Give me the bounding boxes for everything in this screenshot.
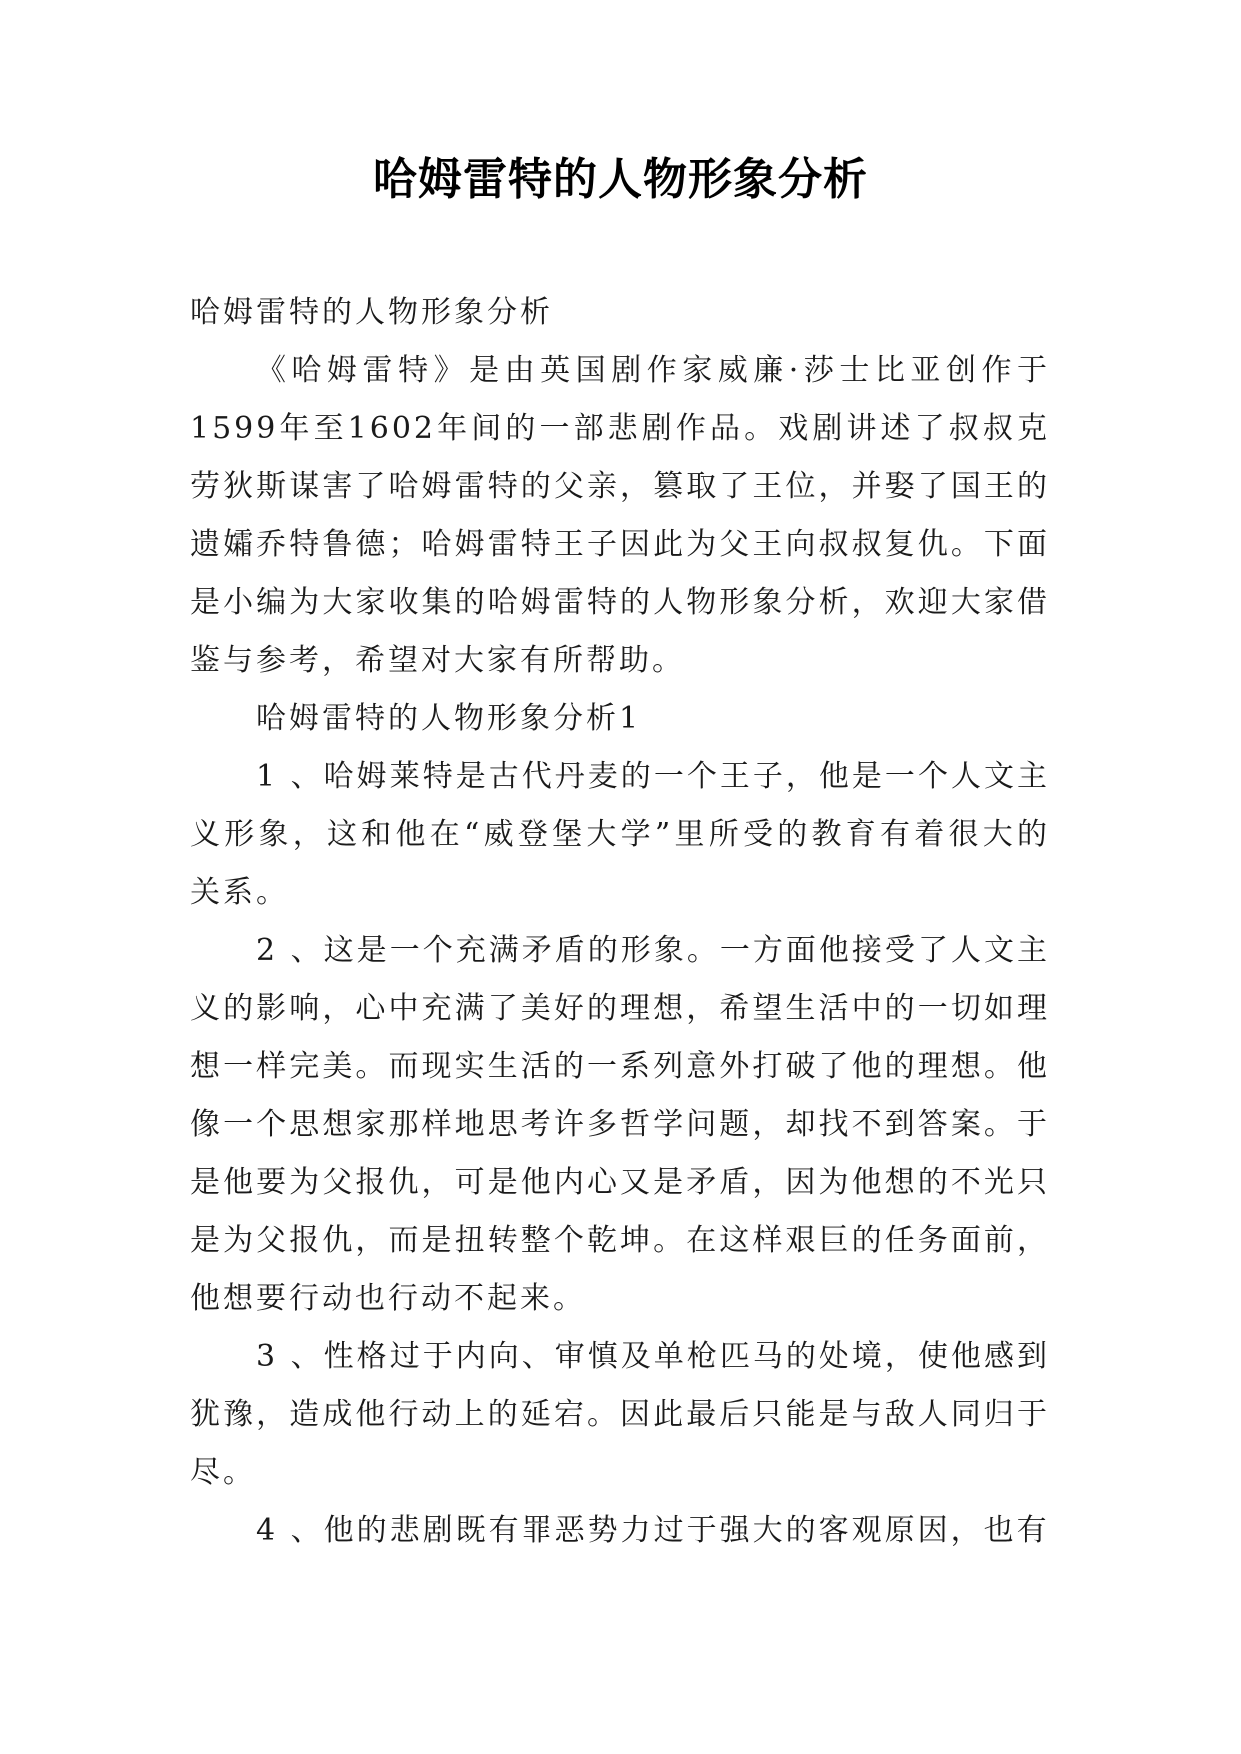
point-paragraph-4: 4 、他的悲剧既有罪恶势力过于强大的客观原因，也有 [256, 1513, 1050, 1548]
point-paragraph-1: 1 、哈姆莱特是古代丹麦的一个王子，他是一个人文主义形象，这和他在“威登堡大学”里所受的教育有着很大的关系。 [190, 759, 1050, 910]
intro-paragraph: 《哈姆雷特》是由英国剧作家威廉·莎士比亚创作于1599年至1602年间的一部悲剧作品。戏剧讲述了叔叔克劳狄斯谋害了哈姆雷特的父亲，篡取了王位，并娶了国王的遗孀乔特鲁德；哈姆雷特王子因此为父王向叔叔复仇。下面是小编为大家收集的哈姆雷特的人物形象分析，欢迎大家借鉴与参考，希望对大家有所帮助。 [190, 353, 1050, 678]
section-heading: 哈姆雷特的人物形象分析1 [256, 701, 642, 736]
document-body [190, 284, 1050, 1560]
document-title: 哈姆雷特的人物形象分析 [373, 154, 868, 205]
subtitle-paragraph: 哈姆雷特的人物形象分析 [190, 295, 553, 330]
point-paragraph-3: 3 、性格过于内向、审慎及单枪匹马的处境，使他感到犹豫，造成他行动上的延宕。因此最后只能是与敌人同归于尽。 [190, 1339, 1050, 1490]
point-paragraph-2: 2 、这是一个充满矛盾的形象。一方面他接受了人文主义的影响，心中充满了美好的理想，希望生活中的一切如理想一样完美。而现实生活的一系列意外打破了他的理想。他像一个思想家那样地思考许多哲学问题，却找不到答案。于是他要为父报仇，可是他内心又是矛盾，因为他想的不光只是为父报仇，而是扭转整个乾坤。在这样艰巨的任务面前，他想要行动也行动不起来。 [190, 933, 1050, 1316]
